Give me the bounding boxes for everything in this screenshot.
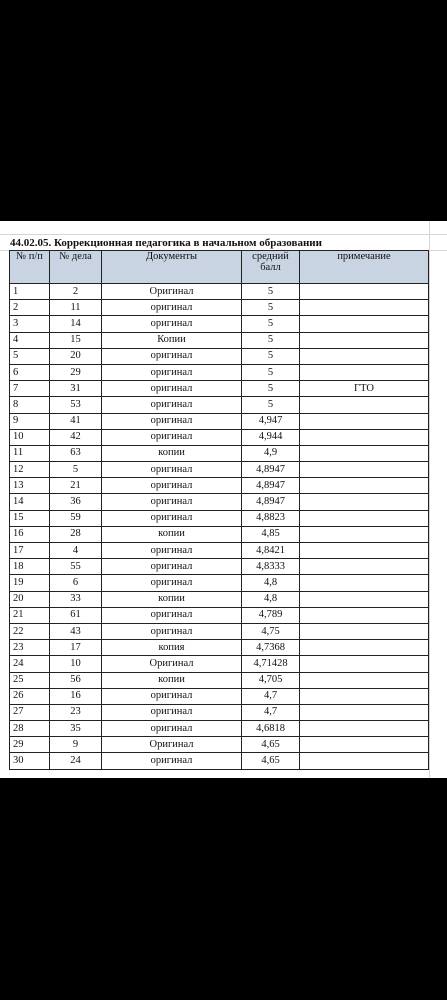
table-row	[10, 300, 429, 316]
case-number-cell: 16	[50, 688, 102, 704]
header-average-score	[242, 251, 300, 284]
documents-cell: оригинал	[102, 494, 242, 510]
documents-cell: оригинал	[102, 348, 242, 364]
note-cell	[300, 737, 429, 753]
row-number-cell: 30	[10, 753, 50, 769]
case-number-cell: 28	[50, 526, 102, 542]
row-number-cell: 10	[10, 429, 50, 445]
documents-cell: оригинал	[102, 510, 242, 526]
table-row	[10, 721, 429, 737]
documents-cell: оригинал	[102, 381, 242, 397]
row-number-cell: 11	[10, 445, 50, 461]
documents-cell: копия	[102, 640, 242, 656]
documents-cell: оригинал	[102, 462, 242, 478]
row-number-cell: 18	[10, 559, 50, 575]
table-row	[10, 413, 429, 429]
note-cell	[300, 300, 429, 316]
case-number-cell: 23	[50, 704, 102, 720]
note-cell	[300, 688, 429, 704]
row-number-cell: 26	[10, 688, 50, 704]
average-score-cell: 5	[242, 284, 300, 300]
row-number-cell: 6	[10, 364, 50, 380]
average-score-cell: 5	[242, 300, 300, 316]
table-row	[10, 607, 429, 623]
row-number-cell: 27	[10, 704, 50, 720]
average-score-cell: 4,85	[242, 526, 300, 542]
documents-cell: оригинал	[102, 397, 242, 413]
average-score-cell: 4,8947	[242, 462, 300, 478]
row-number-cell: 1	[10, 284, 50, 300]
documents-cell: копии	[102, 591, 242, 607]
case-number-cell: 9	[50, 737, 102, 753]
average-score-cell: 4,944	[242, 429, 300, 445]
header-note: примечание	[300, 251, 429, 284]
documents-cell: оригинал	[102, 753, 242, 769]
documents-cell: оригинал	[102, 704, 242, 720]
documents-cell: оригинал	[102, 607, 242, 623]
table-row	[10, 478, 429, 494]
case-number-cell: 29	[50, 364, 102, 380]
case-number-cell: 2	[50, 284, 102, 300]
note-cell	[300, 753, 429, 769]
row-number-cell: 17	[10, 543, 50, 559]
documents-cell: оригинал	[102, 478, 242, 494]
header-num: № п/п	[10, 251, 50, 284]
note-cell: ГТО	[300, 381, 429, 397]
documents-cell: оригинал	[102, 300, 242, 316]
row-number-cell: 23	[10, 640, 50, 656]
case-number-cell: 15	[50, 332, 102, 348]
case-number-cell: 24	[50, 753, 102, 769]
note-cell	[300, 364, 429, 380]
documents-cell: Оригинал	[102, 656, 242, 672]
row-number-cell: 24	[10, 656, 50, 672]
row-number-cell: 15	[10, 510, 50, 526]
row-number-cell: 25	[10, 672, 50, 688]
table-row	[10, 316, 429, 332]
note-cell	[300, 559, 429, 575]
note-cell	[300, 721, 429, 737]
average-score-cell: 5	[242, 316, 300, 332]
table-row	[10, 753, 429, 769]
note-cell	[300, 445, 429, 461]
note-cell	[300, 591, 429, 607]
row-number-cell: 22	[10, 623, 50, 639]
table-row	[10, 591, 429, 607]
header-case: № дела	[50, 251, 102, 284]
average-score-cell: 4,75	[242, 623, 300, 639]
average-score-cell: 5	[242, 397, 300, 413]
applicants-table	[9, 250, 429, 770]
case-number-cell: 10	[50, 656, 102, 672]
note-cell	[300, 316, 429, 332]
note-cell	[300, 623, 429, 639]
table-row	[10, 381, 429, 397]
documents-cell: оригинал	[102, 543, 242, 559]
table-row	[10, 462, 429, 478]
header-average-line1: средний	[252, 251, 289, 262]
documents-cell: оригинал	[102, 688, 242, 704]
case-number-cell: 55	[50, 559, 102, 575]
average-score-cell: 5	[242, 381, 300, 397]
note-cell	[300, 526, 429, 542]
table-row	[10, 526, 429, 542]
table-row	[10, 543, 429, 559]
note-cell	[300, 429, 429, 445]
row-number-cell: 29	[10, 737, 50, 753]
documents-cell: оригинал	[102, 623, 242, 639]
case-number-cell: 17	[50, 640, 102, 656]
row-number-cell: 16	[10, 526, 50, 542]
documents-cell: копии	[102, 526, 242, 542]
note-cell	[300, 672, 429, 688]
case-number-cell: 41	[50, 413, 102, 429]
average-score-cell: 4,789	[242, 607, 300, 623]
table-row	[10, 445, 429, 461]
case-number-cell: 59	[50, 510, 102, 526]
row-number-cell: 4	[10, 332, 50, 348]
case-number-cell: 61	[50, 607, 102, 623]
header-average-line2: балл	[260, 262, 281, 273]
note-cell	[300, 575, 429, 591]
average-score-cell: 4,7	[242, 688, 300, 704]
average-score-cell: 4,8947	[242, 478, 300, 494]
documents-cell: копии	[102, 445, 242, 461]
case-number-cell: 36	[50, 494, 102, 510]
note-cell	[300, 284, 429, 300]
row-number-cell: 20	[10, 591, 50, 607]
average-score-cell: 4,8421	[242, 543, 300, 559]
row-number-cell: 2	[10, 300, 50, 316]
table-row	[10, 656, 429, 672]
row-number-cell: 3	[10, 316, 50, 332]
note-cell	[300, 607, 429, 623]
documents-cell: копии	[102, 672, 242, 688]
average-score-cell: 4,8333	[242, 559, 300, 575]
average-score-cell: 4,71428	[242, 656, 300, 672]
note-cell	[300, 348, 429, 364]
row-number-cell: 19	[10, 575, 50, 591]
case-number-cell: 21	[50, 478, 102, 494]
case-number-cell: 20	[50, 348, 102, 364]
table-header-row	[10, 251, 429, 284]
table-row	[10, 284, 429, 300]
table-row	[10, 397, 429, 413]
average-score-cell: 4,9	[242, 445, 300, 461]
average-score-cell: 4,8	[242, 591, 300, 607]
average-score-cell: 4,8	[242, 575, 300, 591]
documents-cell: оригинал	[102, 721, 242, 737]
row-number-cell: 7	[10, 381, 50, 397]
table-row	[10, 429, 429, 445]
table-row	[10, 510, 429, 526]
documents-cell: Оригинал	[102, 284, 242, 300]
documents-cell: оригинал	[102, 429, 242, 445]
note-cell	[300, 656, 429, 672]
average-score-cell: 5	[242, 364, 300, 380]
average-score-cell: 4,65	[242, 753, 300, 769]
table-row	[10, 704, 429, 720]
row-number-cell: 12	[10, 462, 50, 478]
average-score-cell: 4,8947	[242, 494, 300, 510]
case-number-cell: 11	[50, 300, 102, 316]
case-number-cell: 5	[50, 462, 102, 478]
note-cell	[300, 510, 429, 526]
table-row	[10, 737, 429, 753]
spreadsheet-sheet	[0, 221, 447, 778]
table-row	[10, 575, 429, 591]
note-cell	[300, 413, 429, 429]
note-cell	[300, 640, 429, 656]
documents-cell: оригинал	[102, 413, 242, 429]
case-number-cell: 31	[50, 381, 102, 397]
average-score-cell: 5	[242, 332, 300, 348]
documents-cell: оригинал	[102, 316, 242, 332]
table-row	[10, 494, 429, 510]
note-cell	[300, 462, 429, 478]
average-score-cell: 5	[242, 348, 300, 364]
table-row	[10, 332, 429, 348]
note-cell	[300, 397, 429, 413]
documents-cell: Копии	[102, 332, 242, 348]
row-number-cell: 5	[10, 348, 50, 364]
table-row	[10, 364, 429, 380]
case-number-cell: 43	[50, 623, 102, 639]
case-number-cell: 6	[50, 575, 102, 591]
documents-cell: Оригинал	[102, 737, 242, 753]
table-row	[10, 623, 429, 639]
average-score-cell: 4,705	[242, 672, 300, 688]
case-number-cell: 53	[50, 397, 102, 413]
row-number-cell: 13	[10, 478, 50, 494]
note-cell	[300, 704, 429, 720]
header-documents: Документы	[102, 251, 242, 284]
case-number-cell: 14	[50, 316, 102, 332]
note-cell	[300, 494, 429, 510]
case-number-cell: 33	[50, 591, 102, 607]
row-number-cell: 21	[10, 607, 50, 623]
case-number-cell: 63	[50, 445, 102, 461]
table-row	[10, 672, 429, 688]
row-number-cell: 9	[10, 413, 50, 429]
average-score-cell: 4,65	[242, 737, 300, 753]
average-score-cell: 4,8823	[242, 510, 300, 526]
row-number-cell: 14	[10, 494, 50, 510]
table-row	[10, 640, 429, 656]
average-score-cell: 4,7	[242, 704, 300, 720]
table-row	[10, 559, 429, 575]
note-cell	[300, 332, 429, 348]
documents-cell: оригинал	[102, 559, 242, 575]
case-number-cell: 42	[50, 429, 102, 445]
average-score-cell: 4,7368	[242, 640, 300, 656]
row-number-cell: 8	[10, 397, 50, 413]
note-cell	[300, 543, 429, 559]
note-cell	[300, 478, 429, 494]
case-number-cell: 4	[50, 543, 102, 559]
table-row	[10, 348, 429, 364]
average-score-cell: 4,6818	[242, 721, 300, 737]
row-number-cell: 28	[10, 721, 50, 737]
average-score-cell: 4,947	[242, 413, 300, 429]
table-title: 44.02.05. Коррекционная педагогика в начальном образовании	[10, 237, 322, 249]
table-row	[10, 688, 429, 704]
case-number-cell: 56	[50, 672, 102, 688]
case-number-cell: 35	[50, 721, 102, 737]
documents-cell: оригинал	[102, 364, 242, 380]
documents-cell: оригинал	[102, 575, 242, 591]
